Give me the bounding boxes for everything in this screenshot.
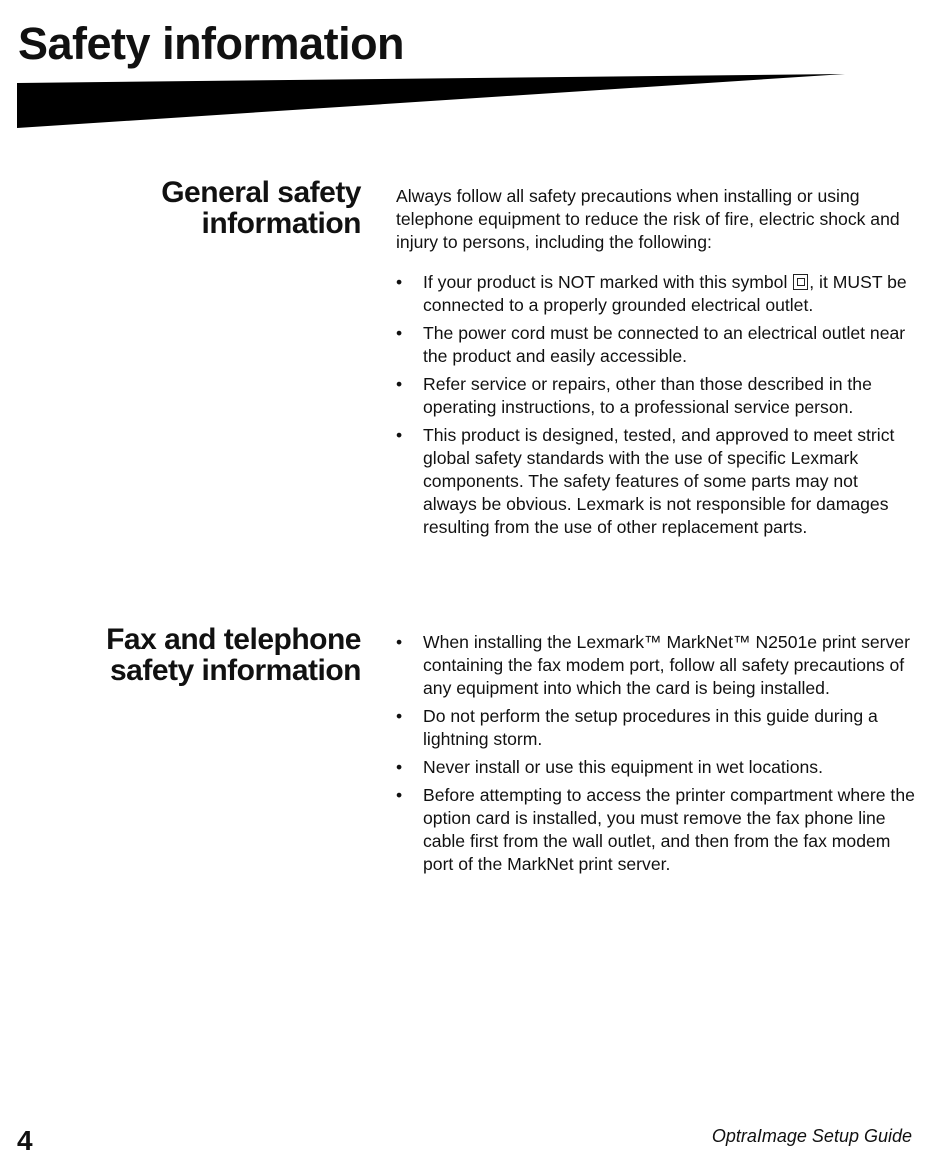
list-item xyxy=(396,784,916,876)
general-heading-line2: information xyxy=(201,207,361,240)
fax-safety-body xyxy=(396,631,916,881)
general-safety-body xyxy=(396,185,916,544)
general-bullet-list xyxy=(396,271,916,539)
list-item xyxy=(396,322,916,368)
list-item-text: , it MUST be connected to a properly grounded electrical outlet. xyxy=(423,272,907,315)
bullet-icon: • xyxy=(396,272,403,292)
bullet-icon: • xyxy=(396,706,403,726)
list-item xyxy=(396,705,916,751)
double-insulation-symbol-icon xyxy=(793,274,808,290)
general-safety-heading xyxy=(40,177,361,239)
bullet-icon: • xyxy=(396,785,403,805)
bullet-icon: • xyxy=(396,757,403,777)
page-number: 4 xyxy=(17,1125,33,1156)
fax-heading-line2: safety information xyxy=(109,654,361,687)
list-item xyxy=(396,424,916,539)
bullet-icon: • xyxy=(396,632,403,652)
list-item xyxy=(396,271,916,317)
page-title: Safety information xyxy=(18,18,405,69)
bullet-icon: • xyxy=(396,323,403,343)
fax-heading-line1: Fax and telephone xyxy=(106,623,361,656)
title-rule xyxy=(17,73,845,129)
list-item-text: The power cord must be connected to an electrical outlet near the product and easily accessible. xyxy=(423,323,906,366)
general-intro: Always follow all safety precautions when installing or using telephone equipment to reduce the risk of fire, electric shock and injury to persons, including the following: xyxy=(396,186,900,252)
list-item xyxy=(396,631,916,700)
list-item-text: If your product is NOT marked with this symbol xyxy=(423,272,788,292)
footer-guide-title: OptraImage Setup Guide xyxy=(711,1126,912,1146)
list-item-text: Never install or use this equipment in wet locations. xyxy=(423,757,823,777)
list-item xyxy=(396,756,916,779)
bullet-icon: • xyxy=(396,374,403,394)
list-item-text: Refer service or repairs, other than those described in the operating instructions, to a professional service person. xyxy=(423,374,872,417)
fax-safety-heading xyxy=(40,624,361,686)
bullet-icon: • xyxy=(396,425,403,445)
general-heading-line1: General safety xyxy=(161,176,361,209)
fax-bullet-list xyxy=(396,631,916,876)
list-item-text: Do not perform the setup procedures in this guide during a lightning storm. xyxy=(423,706,878,749)
list-item-text: When installing the Lexmark™ MarkNet™ N2501e print server containing the fax modem port, follow all safety precautions of any equipment into which the card is being installed. xyxy=(423,632,910,698)
list-item-text: Before attempting to access the printer compartment where the option card is installed, you must remove the fax phone line cable first from the wall outlet, and then from the fax modem port of the MarkNet print server. xyxy=(423,785,915,874)
list-item xyxy=(396,373,916,419)
list-item-text: This product is designed, tested, and approved to meet strict global safety standards with the use of specific Lexmark components. The safety features of some parts may not always be obvious. Lexmark is not responsible for damages resulting from the use of other replacement parts. xyxy=(423,425,895,537)
